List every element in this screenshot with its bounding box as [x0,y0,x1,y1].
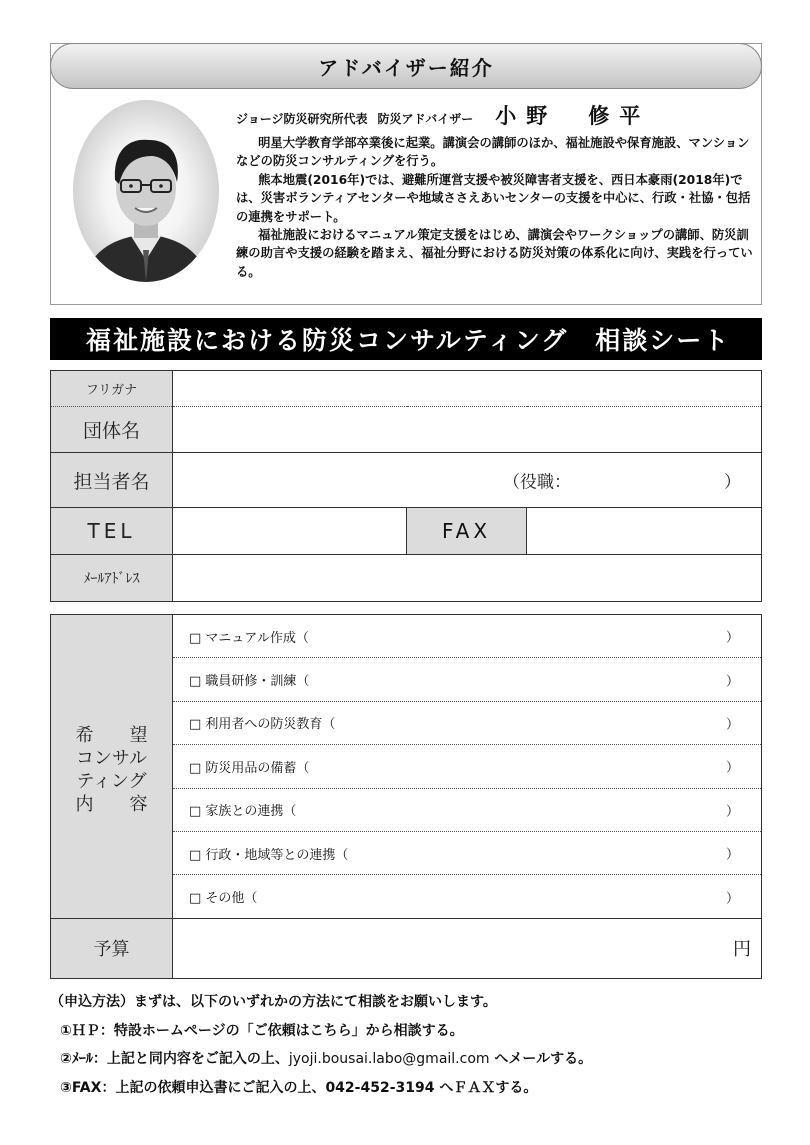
position-open-label: （役職： [503,472,571,493]
wish-label-line: 内 容 [75,794,148,816]
advisor-organization: ジョージ防災研究所代表 [236,112,368,126]
application-hp: ①ＨＰ：特設ホームページの「ご依頼はこちら」から相談する。 [60,1022,464,1039]
application-intro: （申込方法）まずは、以下のいずれかの方法にて相談をお願いします。 [50,994,497,1010]
option-manual[interactable]: □ マニュアル作成（ ） [173,615,762,658]
advisor-bio-paragraph: 熊本地震(2016年)では、避難所運営支援や被災障害者支援を、西日本豪雨(2018年)では、災害ボランティアセンターや地域ささえあいセンターの支援を中心に、行政・社協・包括の連携をサポート。 [236,172,751,224]
furigana-label: フリガナ [51,371,173,407]
wish-label-line: ティング [76,771,147,793]
option-other[interactable]: □ その他（ ） [173,875,762,918]
org-name-field[interactable] [173,407,762,453]
option-user-education[interactable]: □ 利用者への防災教育（ ） [173,701,762,744]
budget-label: 予算 [51,918,173,978]
contact-table [50,370,762,602]
advisor-portrait-image [73,100,219,282]
advisor-name: 小野 修平 [495,104,651,128]
org-name-label: 団体名 [51,407,173,453]
advisor-title-line [236,100,756,130]
consulting-table [50,614,762,979]
rep-name-field[interactable] [173,453,762,508]
advisor-role: 防災アドバイザー [377,112,474,126]
tel-field[interactable] [173,508,407,555]
position-close-label: ） [724,472,741,493]
option-staff-training[interactable]: □ 職員研修・訓練（ ） [173,658,762,701]
wish-label-line: コンサル [75,748,148,770]
budget-unit: 円 [733,939,751,961]
advisor-header: アドバイザー紹介 [50,43,762,89]
fax-label: FAX [407,508,527,555]
mail-label: ﾒｰﾙｱﾄﾞﾚｽ [51,555,173,602]
application-mail-prefix: ②ﾒｰﾙ：上記と同内容をご記入の上、 [60,1051,289,1067]
application-mail-address[interactable]: jyoji.bousai.labo@gmail.com [288,1051,490,1067]
fax-field[interactable] [527,508,762,555]
advisor-photo [73,100,219,282]
rep-name-label: 担当者名 [51,453,173,508]
budget-field[interactable] [173,918,762,978]
advisor-bio [236,134,761,281]
wish-content-label [51,615,173,919]
application-mail-suffix: へメールする。 [489,1051,593,1067]
advisor-section [50,43,762,305]
application-fax: ③FAX：上記の依頼申込書にご記入の上、042-452-3194 へＦＡＸする。 [60,1079,538,1096]
application-method [50,988,762,1102]
tel-label: TEL [51,508,173,555]
option-stockpile[interactable]: □ 防災用品の備蓄（ ） [173,745,762,788]
application-mail [50,1045,762,1074]
advisor-bio-paragraph: 福祉施設におけるマニュアル策定支援をはじめ、講演会やワークショップの講師、防災訓練の助言や支援の経験を踏まえ、福祉分野における防災対策の体系化に向け、実践を行っている。 [236,228,753,279]
furigana-field[interactable] [173,371,762,407]
option-community-cooperation[interactable]: □ 行政・地域等との連携（ ） [173,831,762,874]
option-family-cooperation[interactable]: □ 家族との連携（ ） [173,788,762,831]
advisor-bio-paragraph: 明星大学教育学部卒業後に起業。講演会の講師のほか、福祉施設や保育施設、マンションなどの防災コンサルティングを行う。 [236,136,750,169]
sheet-title: 福祉施設における防災コンサルティング 相談シート [50,318,762,360]
wish-label-line: 希 望 [75,725,148,747]
mail-field[interactable] [173,555,762,602]
